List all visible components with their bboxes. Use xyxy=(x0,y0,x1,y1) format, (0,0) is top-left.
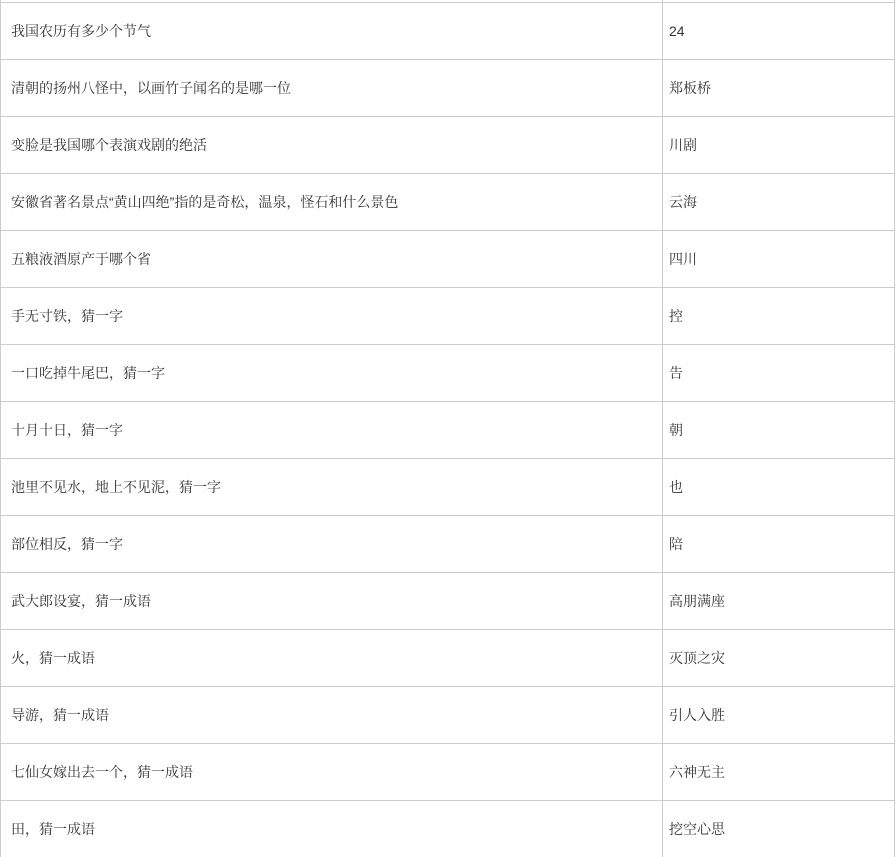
question-cell: 五粮液酒原产于哪个省 xyxy=(1,231,663,288)
answer-cell: 引人入胜 xyxy=(663,687,895,744)
answer-cell: 云海 xyxy=(663,174,895,231)
answer-cell: 川剧 xyxy=(663,117,895,174)
question-cell: 武大郎设宴，猜一成语 xyxy=(1,573,663,630)
question-cell: 部位相反，猜一字 xyxy=(1,516,663,573)
table-row xyxy=(1,288,895,345)
table-row xyxy=(1,744,895,801)
answer-cell: 六神无主 xyxy=(663,744,895,801)
question-cell: 安徽省著名景点“黄山四绝”指的是奇松，温泉，怪石和什么景色 xyxy=(1,174,663,231)
question-cell: 火，猜一成语 xyxy=(1,630,663,687)
table-row xyxy=(1,459,895,516)
table-row xyxy=(1,687,895,744)
answer-cell: 高朋满座 xyxy=(663,573,895,630)
question-cell: 清朝的扬州八怪中，以画竹子闻名的是哪一位 xyxy=(1,60,663,117)
answer-cell: 告 xyxy=(663,345,895,402)
table-row xyxy=(1,630,895,687)
answer-cell: 挖空心思 xyxy=(663,801,895,857)
table-row xyxy=(1,516,895,573)
question-cell: 变脸是我国哪个表演戏剧的绝活 xyxy=(1,117,663,174)
answer-cell: 也 xyxy=(663,459,895,516)
question-cell: 我国农历有多少个节气 xyxy=(1,3,663,60)
question-cell: 手无寸铁，猜一字 xyxy=(1,288,663,345)
question-cell: 一口吃掉牛尾巴，猜一字 xyxy=(1,345,663,402)
table-row xyxy=(1,60,895,117)
table-row xyxy=(1,402,895,459)
answer-cell: 灭顶之灾 xyxy=(663,630,895,687)
answer-cell: 朝 xyxy=(663,402,895,459)
question-cell: 十月十日，猜一字 xyxy=(1,402,663,459)
table-row xyxy=(1,573,895,630)
table-row xyxy=(1,3,895,60)
question-cell: 七仙女嫁出去一个，猜一成语 xyxy=(1,744,663,801)
answer-cell: 24 xyxy=(663,3,895,60)
question-cell: 田，猜一成语 xyxy=(1,801,663,857)
table-row xyxy=(1,117,895,174)
table-row xyxy=(1,345,895,402)
question-cell: 导游，猜一成语 xyxy=(1,687,663,744)
answer-cell: 四川 xyxy=(663,231,895,288)
answer-cell: 控 xyxy=(663,288,895,345)
answer-cell: 陪 xyxy=(663,516,895,573)
answer-cell: 郑板桥 xyxy=(663,60,895,117)
table-row xyxy=(1,801,895,857)
table-row xyxy=(1,174,895,231)
table-row xyxy=(1,231,895,288)
question-cell: 池里不见水，地上不见泥，猜一字 xyxy=(1,459,663,516)
